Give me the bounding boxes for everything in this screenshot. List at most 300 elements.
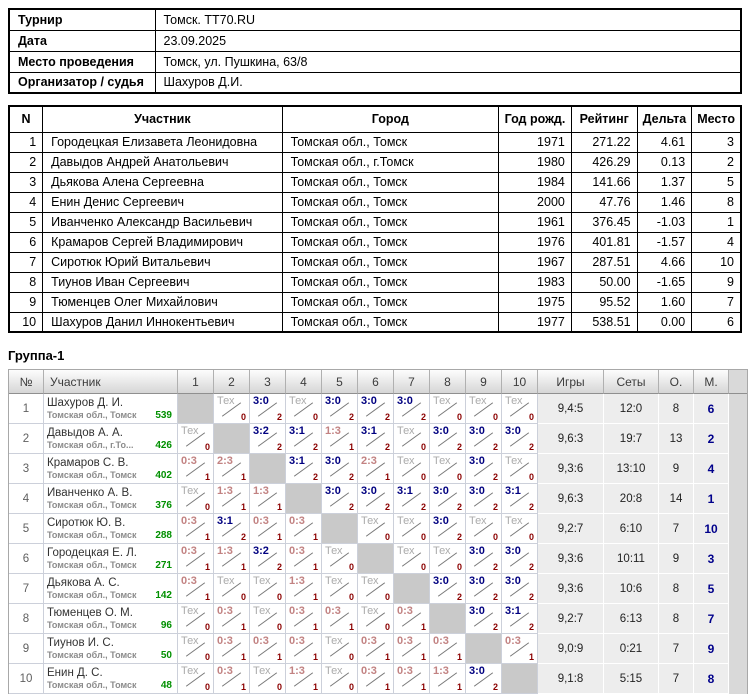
match-cell-vs-2: [214, 424, 250, 454]
group-participant-rating: 402: [155, 470, 172, 481]
match-score: Тех: [181, 635, 199, 647]
match-points: 2: [456, 532, 462, 542]
participant-number: 2: [9, 152, 43, 172]
match-cell-vs-4: [286, 394, 322, 424]
match-points: 0: [420, 562, 426, 572]
match-score: 0:3: [397, 605, 413, 617]
group-participant-club: Томская обл., Томск: [47, 410, 137, 420]
group-header-n: №: [9, 370, 44, 394]
match-score: Тех: [181, 665, 199, 677]
match-score: 3:1: [289, 425, 305, 437]
group-header-place: М.: [694, 370, 729, 394]
group-header-col-5: 5: [322, 370, 358, 394]
participant-place: 6: [692, 312, 741, 332]
match-cell-vs-5: [322, 664, 358, 694]
match-points: 0: [528, 532, 534, 542]
match-cell-vs-3: [250, 604, 286, 634]
match-points: 1: [312, 562, 318, 572]
match-points: 0: [492, 412, 498, 422]
match-points: 1: [312, 532, 318, 542]
match-cell-vs-3: [250, 484, 286, 514]
group-participant-cell: [44, 484, 178, 514]
group-sets-cell: 6:10: [604, 514, 659, 544]
match-cell-vs-2: [214, 454, 250, 484]
group-row: [9, 514, 747, 544]
participant-number: 7: [9, 252, 43, 272]
match-score: Тех: [253, 605, 271, 617]
group-participant-rating: 96: [160, 620, 172, 631]
match-cell-vs-5: [322, 484, 358, 514]
match-points: 0: [276, 682, 282, 692]
match-score: Тех: [505, 395, 523, 407]
group-header-name: Участник: [44, 370, 178, 394]
match-points: 2: [492, 472, 498, 482]
match-points: 1: [348, 622, 354, 632]
match-points: 1: [240, 622, 246, 632]
group-sets-cell: 13:10: [604, 454, 659, 484]
match-points: 1: [204, 532, 210, 542]
match-points: 1: [312, 592, 318, 602]
participant-row: [9, 272, 741, 292]
participant-place: 2: [692, 152, 741, 172]
match-cell-vs-10: [502, 664, 538, 694]
match-score: Тех: [433, 545, 451, 557]
match-cell-vs-6: [358, 664, 394, 694]
match-cell-vs-1: [178, 394, 214, 424]
participant-city: Томская обл., Томск: [282, 212, 499, 232]
match-score: 3:1: [505, 605, 521, 617]
match-cell-vs-4: [286, 454, 322, 484]
match-cell-vs-10: [502, 574, 538, 604]
group-participant-name: Иванченко А. В.: [47, 487, 133, 499]
group-participant-cell: [44, 544, 178, 574]
group-header-col-8: 8: [430, 370, 466, 394]
match-cell-vs-6: [358, 484, 394, 514]
header-name: Участник: [43, 106, 282, 132]
match-cell-vs-10: [502, 514, 538, 544]
group-header-col-7: 7: [394, 370, 430, 394]
match-cell-vs-2: [214, 634, 250, 664]
match-score: 3:0: [469, 485, 485, 497]
match-score: Тех: [253, 575, 271, 587]
match-points: 0: [240, 592, 246, 602]
group-row: [9, 664, 747, 694]
match-cell-vs-6: [358, 604, 394, 634]
participant-number: 9: [9, 292, 43, 312]
group-header-col-10: 10: [502, 370, 538, 394]
group-participant-name: Сиротюк Ю. В.: [47, 517, 126, 529]
match-score: 3:0: [361, 395, 377, 407]
group-participant-rating: 426: [155, 440, 172, 451]
info-row-value: Томск, ул. Пушкина, 63/8: [155, 51, 741, 72]
participant-place: 7: [692, 292, 741, 312]
match-points: 0: [420, 442, 426, 452]
match-cell-vs-5: [322, 454, 358, 484]
participant-delta: 1.46: [637, 192, 692, 212]
match-cell-vs-8: [430, 454, 466, 484]
match-points: 1: [456, 682, 462, 692]
match-score: Тех: [469, 515, 487, 527]
participant-delta: 1.37: [637, 172, 692, 192]
match-cell-vs-1: [178, 634, 214, 664]
match-score: 1:3: [289, 665, 305, 677]
participant-year: 1971: [499, 132, 572, 152]
match-points: 2: [384, 502, 390, 512]
match-score: 3:0: [469, 455, 485, 467]
match-score: Тех: [505, 515, 523, 527]
group-row-number: 3: [9, 454, 44, 484]
match-score: 1:3: [217, 545, 233, 557]
match-points: 0: [456, 562, 462, 572]
group-games-cell: 9,6:3: [538, 484, 604, 514]
match-cell-vs-3: [250, 634, 286, 664]
group-participant-rating: 142: [155, 590, 172, 601]
match-points: 0: [348, 652, 354, 662]
match-points: 2: [384, 442, 390, 452]
group-sets-cell: 20:8: [604, 484, 659, 514]
match-score: 0:3: [289, 515, 305, 527]
group-title: Группа-1: [8, 348, 65, 363]
match-cell-vs-1: [178, 484, 214, 514]
info-row: [9, 9, 741, 30]
match-score: 3:0: [253, 395, 269, 407]
participant-place: 10: [692, 252, 741, 272]
participant-rating: 95.52: [571, 292, 637, 312]
group-participant-name: Дьякова А. С.: [47, 577, 120, 589]
match-score: 0:3: [397, 665, 413, 677]
group-place-cell: 6: [694, 394, 729, 424]
group-games-cell: 9,0:9: [538, 634, 604, 664]
group-results-table: [8, 369, 748, 694]
match-score: Тех: [325, 575, 343, 587]
match-points: 0: [204, 682, 210, 692]
match-score: Тех: [397, 455, 415, 467]
group-row-number: 8: [9, 604, 44, 634]
match-points: 2: [492, 682, 498, 692]
match-cell-vs-4: [286, 514, 322, 544]
match-cell-vs-8: [430, 574, 466, 604]
match-score: Тех: [253, 665, 271, 677]
group-participant-cell: [44, 634, 178, 664]
participant-rating: 287.51: [571, 252, 637, 272]
match-cell-vs-9: [466, 634, 502, 664]
match-score: 1:3: [217, 485, 233, 497]
match-points: 1: [240, 502, 246, 512]
match-score: Тех: [433, 395, 451, 407]
participant-delta: 1.60: [637, 292, 692, 312]
match-cell-vs-6: [358, 394, 394, 424]
group-sets-cell: 5:15: [604, 664, 659, 694]
match-score: 3:0: [469, 575, 485, 587]
participant-year: 1984: [499, 172, 572, 192]
match-cell-vs-3: [250, 664, 286, 694]
match-cell-vs-7: [394, 574, 430, 604]
participant-delta: -1.65: [637, 272, 692, 292]
match-cell-vs-3: [250, 544, 286, 574]
match-cell-vs-10: [502, 634, 538, 664]
group-points-cell: 8: [659, 394, 694, 424]
match-score: 0:3: [361, 635, 377, 647]
participant-number: 6: [9, 232, 43, 252]
match-cell-vs-6: [358, 574, 394, 604]
group-participant-rating: 288: [155, 530, 172, 541]
match-points: 2: [456, 502, 462, 512]
match-cell-vs-3: [250, 514, 286, 544]
match-cell-vs-7: [394, 634, 430, 664]
header-place: Место: [692, 106, 741, 132]
info-row-label: Организатор / судья: [9, 72, 155, 93]
group-games-cell: 9,1:8: [538, 664, 604, 694]
header-n: N: [9, 106, 43, 132]
group-participant-club: Томская обл., Томск: [47, 590, 137, 600]
match-cell-vs-3: [250, 424, 286, 454]
match-score: 1:3: [433, 665, 449, 677]
header-rating: Рейтинг: [571, 106, 637, 132]
group-place-cell: 7: [694, 604, 729, 634]
info-row: [9, 30, 741, 51]
participant-row: [9, 132, 741, 152]
match-cell-vs-6: [358, 634, 394, 664]
match-score: 2:3: [217, 455, 233, 467]
match-cell-vs-1: [178, 424, 214, 454]
match-points: 1: [240, 562, 246, 572]
match-cell-vs-9: [466, 424, 502, 454]
match-score: 1:3: [253, 485, 269, 497]
match-score: Тех: [361, 575, 379, 587]
match-cell-vs-4: [286, 604, 322, 634]
match-points: 1: [456, 652, 462, 662]
match-points: 0: [528, 412, 534, 422]
match-points: 0: [456, 412, 462, 422]
group-participant-rating: 539: [155, 410, 172, 421]
match-cell-vs-8: [430, 424, 466, 454]
participant-number: 1: [9, 132, 43, 152]
match-points: 0: [204, 622, 210, 632]
match-cell-vs-8: [430, 394, 466, 424]
match-score: 1:3: [289, 575, 305, 587]
group-row-filler: [729, 544, 747, 574]
match-points: 0: [492, 532, 498, 542]
match-points: 2: [348, 412, 354, 422]
participant-number: 3: [9, 172, 43, 192]
match-cell-vs-9: [466, 454, 502, 484]
info-row-value: Томск. TT70.RU: [155, 9, 741, 30]
participant-city: Томская обл., Томск: [282, 292, 499, 312]
match-points: 2: [492, 622, 498, 632]
group-participant-subline: [47, 590, 174, 601]
participant-year: 1961: [499, 212, 572, 232]
group-participant-subline: [47, 620, 174, 631]
match-points: 0: [384, 532, 390, 542]
participant-year: 1967: [499, 252, 572, 272]
info-row-label: Турнир: [9, 9, 155, 30]
group-participant-name: Городецкая Е. Л.: [47, 547, 137, 559]
match-points: 2: [312, 442, 318, 452]
match-points: 1: [276, 652, 282, 662]
group-row: [9, 484, 747, 514]
match-points: 2: [312, 472, 318, 482]
match-cell-vs-4: [286, 424, 322, 454]
group-participant-subline: [47, 410, 174, 421]
match-score: 0:3: [181, 455, 197, 467]
match-points: 2: [420, 502, 426, 512]
group-row: [9, 394, 747, 424]
group-points-cell: 8: [659, 574, 694, 604]
participant-name: Крамаров Сергей Владимирович: [43, 232, 282, 252]
match-points: 0: [276, 592, 282, 602]
match-points: 1: [276, 532, 282, 542]
participants-table: [8, 105, 742, 333]
group-row: [9, 634, 747, 664]
group-row-number: 2: [9, 424, 44, 454]
header-delta: Дельта: [637, 106, 692, 132]
match-cell-vs-8: [430, 514, 466, 544]
match-cell-vs-3: [250, 394, 286, 424]
match-points: 1: [528, 652, 534, 662]
match-cell-vs-3: [250, 574, 286, 604]
info-row-value: 23.09.2025: [155, 30, 741, 51]
match-score: 3:1: [361, 425, 377, 437]
tournament-info-table: [8, 8, 742, 94]
match-score: 3:0: [325, 455, 341, 467]
participant-number: 5: [9, 212, 43, 232]
match-points: 0: [456, 472, 462, 482]
match-cell-vs-1: [178, 454, 214, 484]
info-row: [9, 51, 741, 72]
participant-year: 1980: [499, 152, 572, 172]
match-points: 2: [276, 442, 282, 452]
group-participant-club: Томская обл., Томск: [47, 680, 137, 690]
group-place-cell: 10: [694, 514, 729, 544]
group-games-cell: 9,3:6: [538, 454, 604, 484]
group-participant-rating: 50: [160, 650, 172, 661]
match-score: Тех: [217, 395, 235, 407]
match-score: 0:3: [217, 605, 233, 617]
participant-delta: 0.13: [637, 152, 692, 172]
match-score: 0:3: [253, 515, 269, 527]
group-participant-name: Тюменцев О. М.: [47, 607, 133, 619]
group-row-filler: [729, 574, 747, 604]
group-row-number: 9: [9, 634, 44, 664]
participant-rating: 47.76: [571, 192, 637, 212]
group-points-cell: 9: [659, 544, 694, 574]
match-score: 0:3: [397, 635, 413, 647]
match-score: 0:3: [217, 665, 233, 677]
match-cell-vs-10: [502, 394, 538, 424]
group-row-filler: [729, 424, 747, 454]
group-points-cell: 9: [659, 454, 694, 484]
participant-place: 5: [692, 172, 741, 192]
match-cell-vs-2: [214, 394, 250, 424]
match-score: 3:0: [469, 605, 485, 617]
group-row-number: 1: [9, 394, 44, 424]
group-row-filler: [729, 634, 747, 664]
match-score: 3:1: [289, 455, 305, 467]
match-score: Тех: [433, 455, 451, 467]
match-points: 2: [348, 472, 354, 482]
match-score: 3:1: [217, 515, 233, 527]
group-sets-cell: 12:0: [604, 394, 659, 424]
match-cell-vs-4: [286, 664, 322, 694]
group-place-cell: 8: [694, 664, 729, 694]
match-score: Тех: [217, 575, 235, 587]
info-row-label: Дата: [9, 30, 155, 51]
match-score: 3:0: [469, 665, 485, 677]
match-score: 0:3: [361, 665, 377, 677]
participant-rating: 538.51: [571, 312, 637, 332]
match-points: 2: [456, 592, 462, 602]
participant-name: Тиунов Иван Сергеевич: [43, 272, 282, 292]
match-points: 0: [276, 622, 282, 632]
group-row-number: 10: [9, 664, 44, 694]
match-points: 1: [276, 502, 282, 512]
group-participant-club: Томская обл., Томск: [47, 650, 137, 660]
group-participant-subline: [47, 680, 174, 691]
match-cell-vs-9: [466, 484, 502, 514]
participant-delta: -1.57: [637, 232, 692, 252]
group-place-cell: 3: [694, 544, 729, 574]
group-sets-cell: 0:21: [604, 634, 659, 664]
match-score: 3:0: [433, 575, 449, 587]
match-points: 0: [528, 472, 534, 482]
group-row-filler: [729, 394, 747, 424]
match-cell-vs-9: [466, 604, 502, 634]
match-points: 1: [348, 442, 354, 452]
participant-name: Шахуров Данил Иннокентьевич: [43, 312, 282, 332]
match-cell-vs-10: [502, 484, 538, 514]
participant-city: Томская обл., Томск: [282, 132, 499, 152]
participant-place: 8: [692, 192, 741, 212]
match-points: 1: [312, 682, 318, 692]
match-cell-vs-8: [430, 664, 466, 694]
match-cell-vs-10: [502, 424, 538, 454]
participant-name: Тюменцев Олег Михайлович: [43, 292, 282, 312]
match-score: Тех: [361, 605, 379, 617]
match-points: 1: [204, 472, 210, 482]
match-points: 1: [312, 652, 318, 662]
info-row-value: Шахуров Д.И.: [155, 72, 741, 93]
group-row-filler: [729, 484, 747, 514]
match-score: 3:0: [361, 485, 377, 497]
participant-place: 3: [692, 132, 741, 152]
match-cell-vs-2: [214, 544, 250, 574]
group-row-number: 6: [9, 544, 44, 574]
info-row-label: Место проведения: [9, 51, 155, 72]
participant-year: 1975: [499, 292, 572, 312]
match-cell-vs-6: [358, 514, 394, 544]
participant-row: [9, 312, 741, 332]
match-score: Тех: [289, 395, 307, 407]
group-row-filler: [729, 514, 747, 544]
group-games-cell: 9,6:3: [538, 424, 604, 454]
participant-row: [9, 292, 741, 312]
participant-number: 4: [9, 192, 43, 212]
match-cell-vs-7: [394, 664, 430, 694]
match-points: 2: [528, 622, 534, 632]
group-participant-club: Томская обл., г.То...: [47, 440, 134, 450]
group-points-cell: 7: [659, 634, 694, 664]
match-score: Тех: [325, 545, 343, 557]
match-cell-vs-9: [466, 574, 502, 604]
participant-rating: 141.66: [571, 172, 637, 192]
match-cell-vs-9: [466, 664, 502, 694]
match-cell-vs-1: [178, 514, 214, 544]
match-points: 2: [276, 412, 282, 422]
match-points: 2: [492, 592, 498, 602]
match-score: 3:2: [253, 545, 269, 557]
group-row: [9, 424, 747, 454]
match-cell-vs-6: [358, 454, 394, 484]
